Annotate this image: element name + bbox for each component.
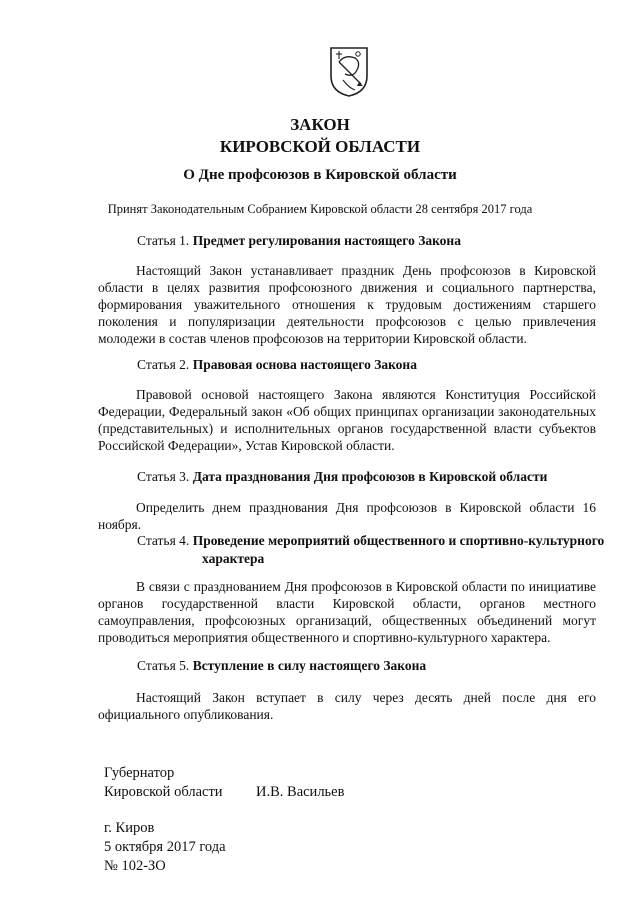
- article-1-text: Настоящий Закон устанавливает праздник День профсоюзов в Кировской области в целях развития профсоюзного движения и социального партнерства, формирования уважительного отношения к трудовым достижениям старшего поколения и популяризации деятельности профсоюзов с целью привлечения молодежи в состав членов профсоюзов на территории Кировской области.: [98, 263, 596, 346]
- signature-position: Губернатор: [104, 765, 175, 781]
- article-number: Статья 1.: [137, 233, 190, 248]
- kirov-coat-of-arms-icon: [327, 44, 371, 98]
- article-5-heading: [137, 657, 426, 675]
- article-title-continuation: характера: [202, 551, 265, 566]
- article-number: Статья 2.: [137, 357, 190, 372]
- header-region: КИРОВСКОЙ ОБЛАСТИ: [219, 137, 421, 156]
- article-title: Дата празднования Дня профсоюзов в Кировской области: [192, 469, 548, 484]
- article-5-text: Настоящий Закон вступает в силу через десять дней после дня его официального опубликования.: [98, 690, 596, 722]
- article-number: Статья 3.: [137, 469, 190, 484]
- law-header: [0, 114, 640, 158]
- article-1-heading: [137, 232, 461, 250]
- law-number: № 102-ЗО: [104, 858, 166, 874]
- article-title: Правовая основа настоящего Закона: [192, 357, 417, 372]
- signatory-name: И.В. Васильев: [256, 784, 345, 800]
- article-2-text: Правовой основой настоящего Закона являются Конституция Российской Федерации, Федеральный закон «Об общих принципах организации законодательных (представительных) и исполнительных органов государственной власти субъектов Российской Федерации», Устав Кировской области.: [98, 387, 596, 453]
- article-4-text: В связи с празднованием Дня профсоюзов в Кировской области по инициативе органов государственной власти Кировской области, органов местного самоуправления, профсоюзных организаций, общественных объединений могут проводиться мероприятия общественного и спортивно-культурного характера.: [98, 579, 596, 645]
- article-title: Вступление в силу настоящего Закона: [192, 658, 427, 673]
- article-title: Предмет регулирования настоящего Закона: [192, 233, 461, 248]
- article-3-text: Определить днем празднования Дня профсоюзов в Кировской области 16 ноября.: [98, 500, 596, 532]
- place-of-signing: г. Киров: [104, 820, 155, 836]
- article-number: Статья 5.: [137, 658, 190, 673]
- article-3-heading: [137, 468, 547, 486]
- header-law: ЗАКОН: [290, 115, 350, 134]
- document-title: О Дне профсоюзов в Кировской области: [183, 167, 457, 183]
- signature-region: Кировской области: [104, 784, 223, 800]
- article-title: Проведение мероприятий общественного и спортивно-культурного: [192, 533, 605, 548]
- article-4-heading-cont: [202, 550, 264, 568]
- signing-date: 5 октября 2017 года: [104, 839, 226, 855]
- adoption-note: Принят Законодательным Собранием Кировской области 28 сентября 2017 года: [107, 202, 533, 216]
- article-4-heading: [137, 532, 604, 550]
- article-2-heading: [137, 356, 417, 374]
- article-number: Статья 4.: [137, 533, 190, 548]
